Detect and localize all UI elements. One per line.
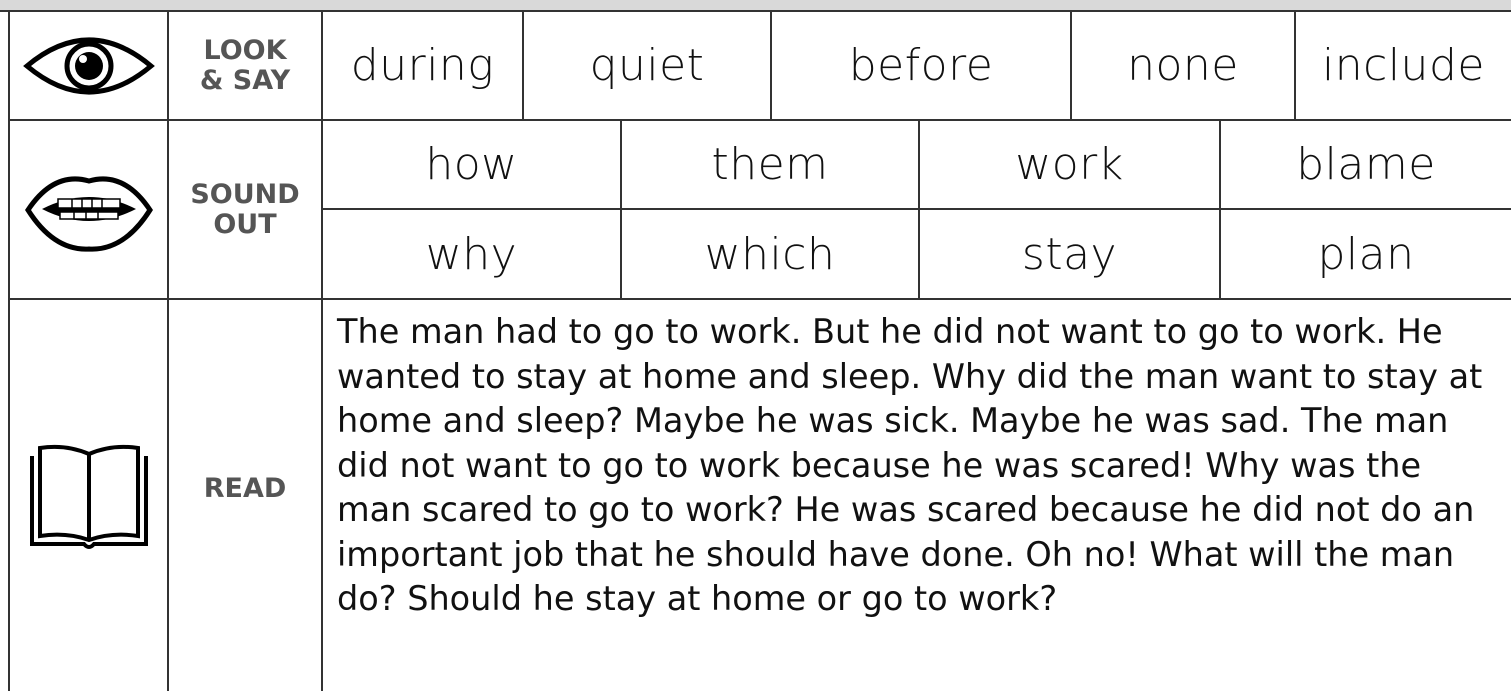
sound-out-label-line2: OUT [213,208,277,240]
read-icon-cell [10,300,167,691]
phonics-word: work [1015,139,1124,190]
read-label: READ [203,472,287,504]
mouth-icon [24,167,154,253]
phonics-word: plan [1317,228,1415,280]
look-say-icon-cell [10,12,167,119]
sight-word: include [1322,40,1485,91]
phonics-word: them [711,139,829,190]
phonics-word: stay [1021,228,1118,280]
phonics-word: why [425,228,518,280]
sight-word: none [1127,40,1239,91]
eye-icon [23,34,155,98]
phonics-word: blame [1296,139,1436,190]
sound-out-icon-cell [10,121,167,298]
look-say-label-line1: LOOK [203,34,287,66]
reading-passage: The man had to go to work. But he did not want to go to work. He wanted to stay at home and sleep. Why did the man want to stay at home and sleep? Maybe he was sick. Maybe he was sad. The man did not want to go to work because he was scared! Why was the man scared to go to work? He was scared because he did not do an important job that he should have done. Oh no! What will the man do? Should he stay at home or go to work? [337,312,1483,618]
look-say-label-line2: & SAY [199,64,291,96]
sound-out-label-line1: SOUND [190,178,300,210]
sound-out-label [169,121,321,298]
open-book-icon [26,440,152,552]
sight-word: during [350,40,495,91]
sight-word: quiet [589,40,705,91]
phonics-word: which [704,228,836,280]
look-say-label [169,12,321,119]
phonics-word: how [425,139,518,190]
header-strip [0,0,1511,12]
sight-word: before [848,40,994,91]
